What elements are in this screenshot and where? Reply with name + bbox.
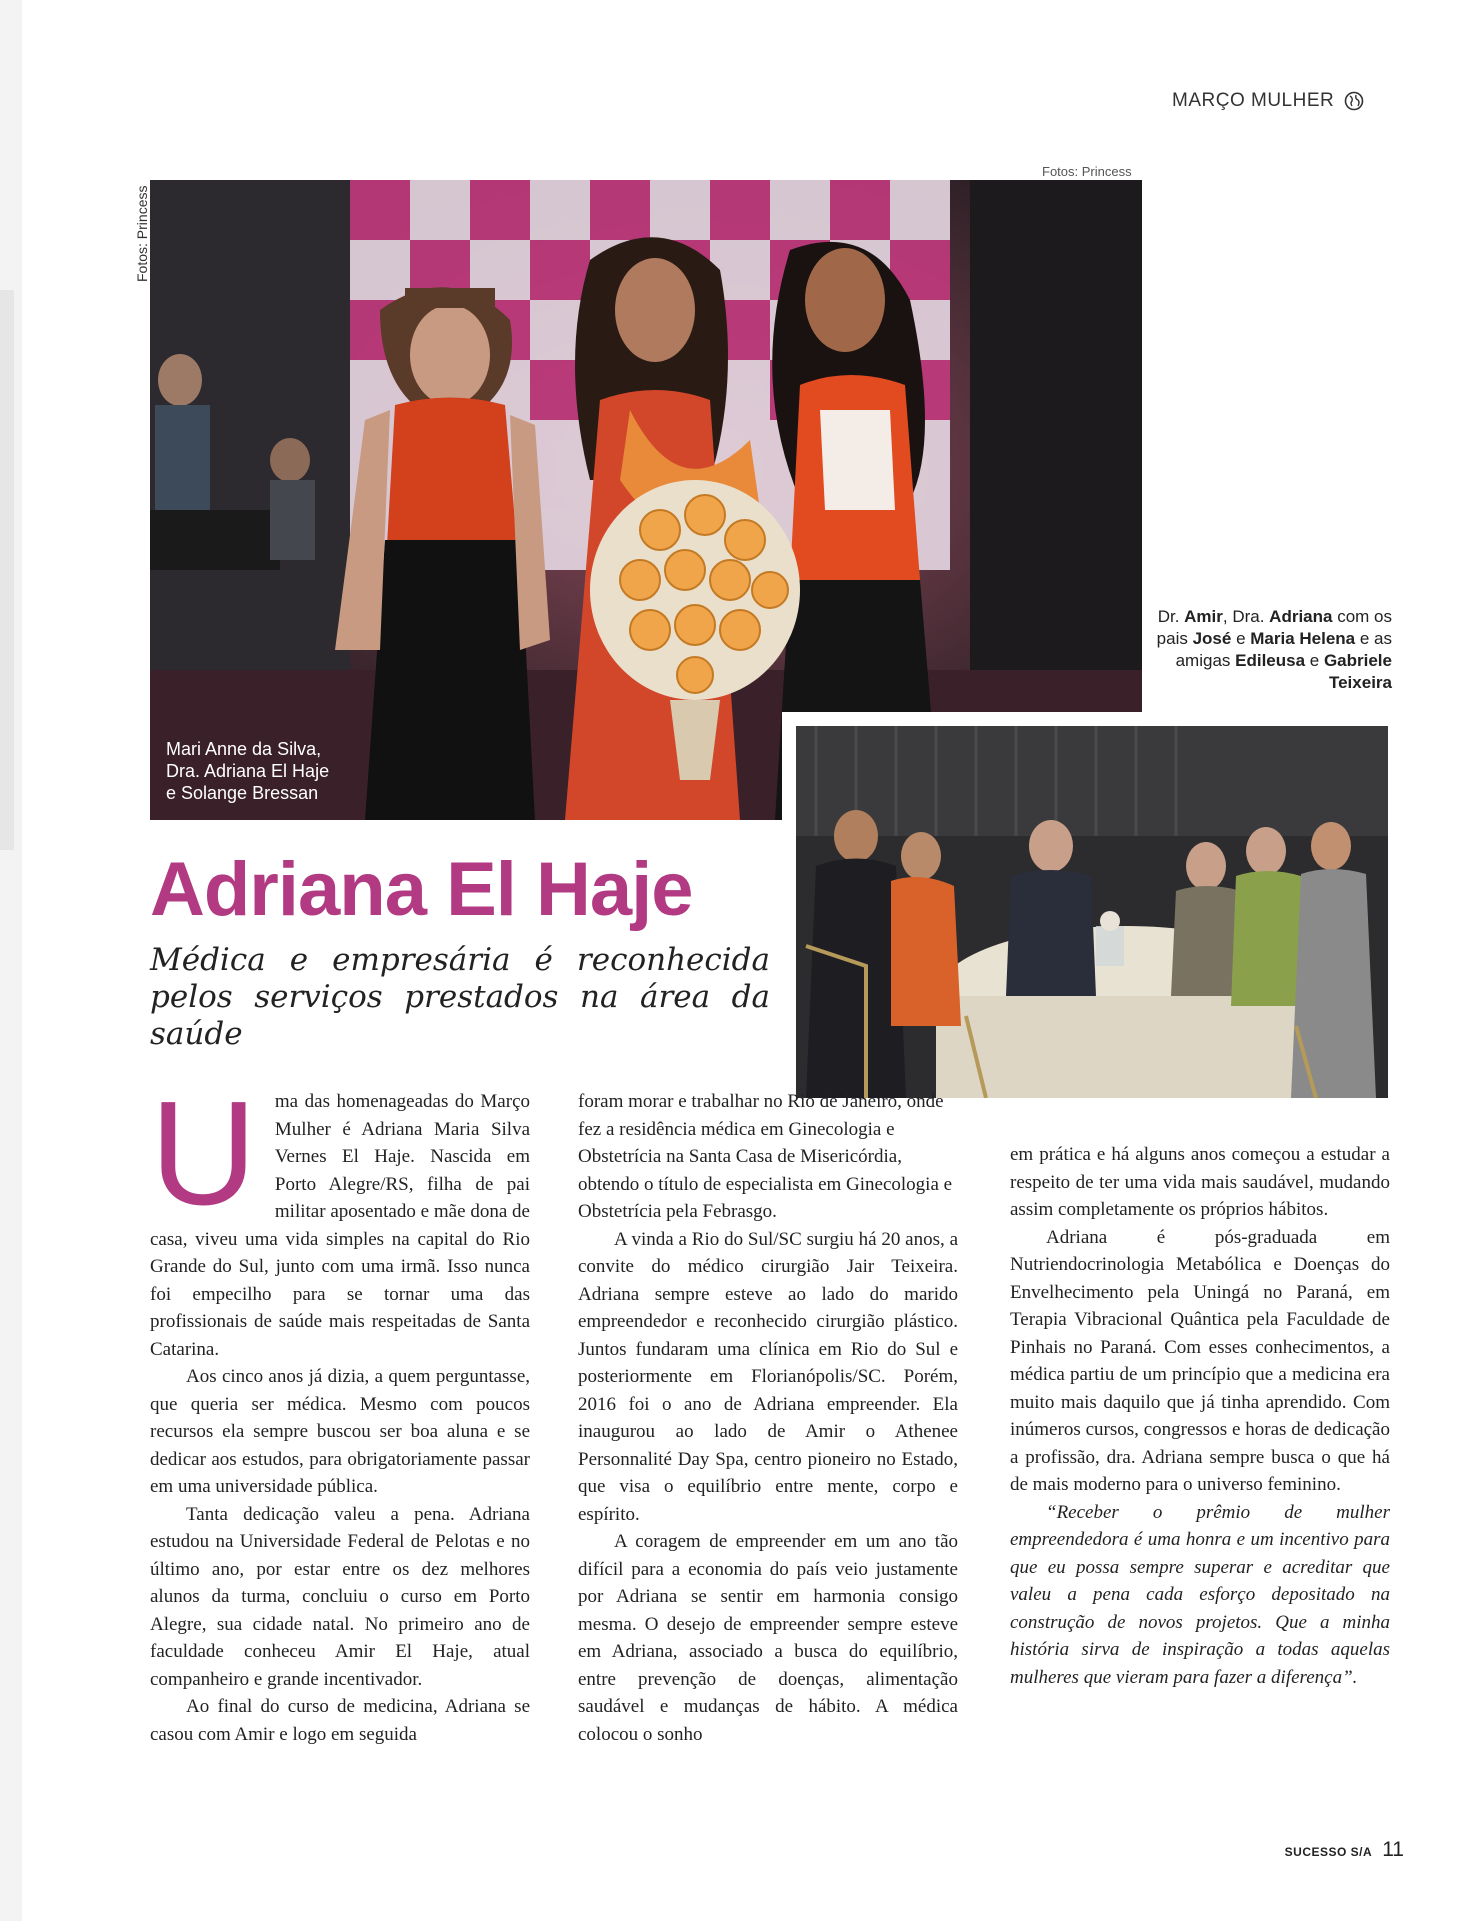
drop-cap: U [150,1071,257,1236]
photo-credit: Fotos: Princess [1042,164,1132,179]
main-photo-caption [166,738,466,804]
magazine-name: SUCESSO S/A [1284,1845,1373,1859]
caption-text: com os pais [1156,607,1392,648]
magazine-page [22,0,1460,1921]
dinner-table-illustration [796,726,1388,1098]
caption-text: e [1305,651,1324,670]
paragraph: A coragem de empreender em um ano tão difícil para a economia do país veio justamente por Adriana se sentir em harmonia consigo mesma. O desejo de empreender sempre esteve em Adriana, associado a busca do equilíbrio, entre prevenção de doenças, alimentação saudável e mudanças de hábito. A médica colocou o sonho [578,1531,958,1745]
caption-line: Mari Anne da Silva, [166,739,322,759]
caption-name: Edileusa [1235,651,1306,670]
globe-icon [1344,91,1364,111]
paragraph: Adriana é pós-graduada em Nutriendocrinologia Metabólica e Doenças do Envelhecimento pela Uningá no Paraná, em Terapia Vibracional Quântica pela Faculdade de Pinhais no Paraná. Com esses conhecimentos, a médica partiu de um princípio que a medicina era muito mais daquilo que já tinha aprendido. Com inúmeros cursos, congressos e horas de dedicação a profissão, dra. Adriana sempre busca o que há de mais moderno para o universo feminino. [1010,1226,1390,1495]
caption-text: Dr. [1157,607,1185,626]
paragraph: em prática e há alguns anos começou a estudar a respeito de ter uma vida mais saudável, mudando assim completamente os próprios hábitos. [1010,1144,1390,1220]
article-column-2 [578,1088,958,1748]
paragraph: Tanta dedicação valeu a pena. Adriana estudou na Universidade Federal de Pelotas e no último ano, por estar entre os dez melhores alunos da turma, concluiu o curso em Porto Alegre, sua cidade natal. No primeiro ano de faculdade conheceu Amir El Haje, atual companheiro e grande incentivador. [150,1503,530,1690]
paragraph: Ao final do curso de medicina, Adriana se casou com Amir e logo em seguida [150,1696,530,1745]
caption-name: Maria Helena [1250,629,1356,648]
page-footer [1284,1838,1404,1862]
caption-name: Amir [1184,607,1223,626]
caption-line: e Solange Bressan [166,783,319,803]
adjacent-page-edge [0,290,14,850]
caption-text: , Dra. [1222,607,1270,626]
paragraph: Aos cinco anos já dizia, a quem perguntasse, que queria ser médica. Mesmo com poucos recursos ela sempre buscou ser boa aluna e se dedicar aos estudos, para obrigatoriamente passar em uma universidade pública. [150,1366,530,1497]
caption-name: Gabriele Teixeira [1323,651,1392,692]
caption-name: Adriana [1269,607,1333,626]
page-number: 11 [1382,1838,1404,1861]
dinner-photo [782,712,1402,1112]
article-title: Adriana El Haje [150,847,693,932]
photo-credit-vertical: Fotos: Princess [134,185,150,282]
quote-paragraph: “Receber o prêmio de mulher empreendedora é uma honra e um incentivo para que eu possa sempre superar e acreditar que valeu a pena cada esforço depositado na construção de novos projetos. Que a minha história sirva de inspiração a todas aquelas mulheres que vieram para fazer a diferença”. [1010,1501,1390,1688]
article-column-1 [150,1071,530,1748]
dinner-photo-caption [1132,606,1392,694]
section-header [1172,90,1382,112]
article-column-3 [1010,1141,1390,1691]
paragraph: A vinda a Rio do Sul/SC surgiu há 20 anos, a convite do médico cirurgião Jair Teixeira. Adriana sempre esteve ao lado do marido empreendedor e reconhecido cirurgião plástico. Juntos fundaram uma clínica em Rio do Sul e posteriormente em Florianópolis/SC. Porém, 2016 foi o ano de Adriana empreender. Ela inaugurou ao lado de Amir o Athenee Personnalité Day Spa, centro pioneiro no Estado, que visa o equilíbrio entre mente, corpo e espírito. [578,1228,958,1525]
caption-text: e as amigas [1175,629,1392,670]
section-label: MARÇO MULHER [1172,90,1335,111]
paragraph: ma das homenageadas do Março Mulher é Adriana Maria Silva Vernes El Haje. Nascida em Porto Alegre/RS, filha de pai militar aposentado e mãe dona de casa, viveu uma vida simples na capital do Rio Grande do Sul, junto com uma irmã. Isso nunca foi empecilho para se tornar uma das profissionais de saúde mais respeitadas de Santa Catarina. [150,1091,530,1360]
article-subtitle: Médica e empresária é reconhecida pelos serviços prestados na área da saúde [150,942,770,1052]
caption-name: José [1192,629,1232,648]
paragraph: foram morar e trabalhar no Rio de Janeiro, onde fez a residência médica em Ginecologia e Obstetrícia na Santa Casa de Misericórdia, obtendo o título de especialista em Ginecologia e Obstetrícia pela Febrasgo. [578,1091,953,1222]
caption-text: e [1231,629,1251,648]
caption-line: Dra. Adriana El Haje [166,761,330,781]
